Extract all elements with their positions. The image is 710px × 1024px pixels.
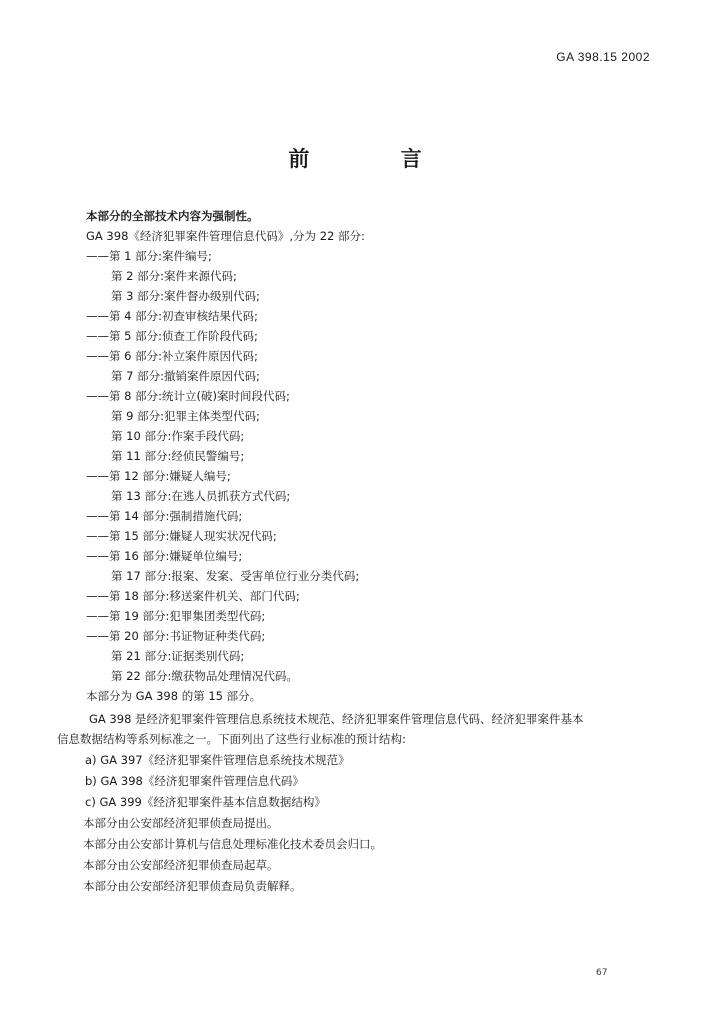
list-item: 第 11 部分:经侦民警编号; [111,449,245,463]
list-item: ——第 4 部分:初查审核结果代码; [86,309,258,323]
body-line: 本部分为 GA 398 的第 15 部分。 [86,689,262,703]
standard-code: GA 398.15 2002 [556,50,650,64]
list-item: b) GA 398《经济犯罪案件管理信息代码》 [85,774,304,788]
list-item: 第 13 部分:在逃人员抓获方式代码; [111,489,291,503]
list-item: 第 17 部分:报案、发案、受害单位行业分类代码; [111,569,360,583]
body-line: 本部分由公安部经济犯罪侦查局提出。 [83,816,279,830]
body-line: 本部分由公安部计算机与信息处理标准化技术委员会归口。 [83,837,382,851]
list-item: 第 2 部分:案件来源代码; [111,269,237,283]
list-item: ——第 8 部分:统计立(破)案时间段代码; [86,389,290,403]
list-item: ——第 1 部分:案件编号; [86,249,212,263]
list-item: a) GA 397《经济犯罪案件管理信息系统技术规范》 [85,753,350,767]
list-item: 第 3 部分:案件督办级别代码; [111,289,260,303]
list-item: ——第 6 部分:补立案件原因代码; [86,349,258,363]
body-line: 本部分由公安部经济犯罪侦查局起草。 [83,858,279,872]
list-item: 第 7 部分:撤销案件原因代码; [111,369,260,383]
list-item: ——第 16 部分:嫌疑单位编号; [86,549,243,563]
body-line: 信息数据结构等系列标准之一。下面列出了这些行业标准的预计结构: [57,732,406,746]
body-line: GA 398 是经济犯罪案件管理信息系统技术规范、经济犯罪案件管理信息代码、经济犯罪案件基本 [89,712,584,726]
list-item: ——第 19 部分:犯罪集团类型代码; [86,609,266,623]
body-line: GA 398《经济犯罪案件管理信息代码》,分为 22 部分: [86,229,365,243]
page-number: 67 [596,968,608,978]
list-item: ——第 20 部分:书证物证种类代码; [86,629,266,643]
list-item: 第 10 部分:作案手段代码; [111,429,245,443]
list-item: 第 9 部分:犯罪主体类型代码; [111,409,260,423]
list-item: ——第 18 部分:移送案件机关、部门代码; [86,589,300,603]
list-item: 第 22 部分:缴获物品处理情况代码。 [111,669,298,683]
list-item: ——第 15 部分:嫌疑人现实状况代码; [86,529,277,543]
list-item: ——第 12 部分:嫌疑人编号; [86,469,231,483]
list-item: ——第 5 部分:侦查工作阶段代码; [86,329,258,343]
list-item: 第 21 部分:证据类别代码; [111,649,245,663]
page-title: 前 言 [288,147,464,171]
body-line: 本部分由公安部经济犯罪侦查局负责解释。 [83,879,302,893]
body-line: 本部分的全部技术内容为强制性。 [86,209,259,223]
list-item: ——第 14 部分:强制措施代码; [86,509,243,523]
list-item: c) GA 399《经济犯罪案件基本信息数据结构》 [85,795,326,809]
